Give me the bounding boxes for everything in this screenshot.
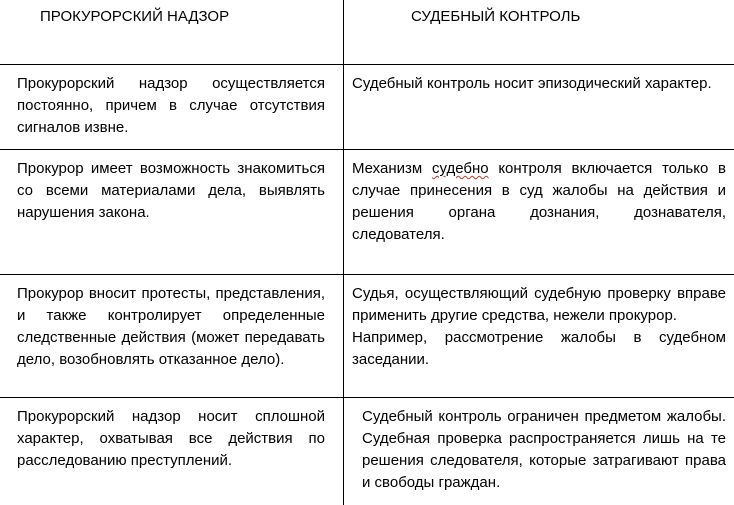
row4-right-cell: Судебный контроль ограничен предметом жалобы. Судебная проверка распространяется лишь на те решения следователя, которые затрагивают права и свободы граждан. [362,408,726,491]
row3-left-cell: Прокурор вносит протесты, представления, и также контролирует определенные следственные действия (может передавать дело, возобновлять отказанное дело). [17,285,325,368]
header-judicial-control: СУДЕБНЫЙ КОНТРОЛЬ [411,8,581,25]
row2-right-cell [352,158,726,246]
spellcheck-misspelled-word: судебно [431,160,489,177]
row3-right-paragraph-1: Судья, осуществляющий судебную проверку вправе применить другие средства, нежели прокурор. [352,285,726,324]
row3-right-cell [352,283,726,371]
row-divider [0,64,734,65]
row1-right-cell: Судебный контроль носит эпизодический характер. [352,75,712,92]
row-divider [0,149,734,150]
header-prosecutorial-supervision: ПРОКУРОРСКИЙ НАДЗОР [40,8,230,25]
row-divider [0,397,734,398]
row-divider [0,274,734,275]
row4-left-cell: Прокурорский надзор носит сплошной характер, охватывая все действия по расследованию преступлений. [17,408,325,469]
row2-right-text-before: Механизм [352,160,432,177]
row3-right-paragraph-2: Например, рассмотрение жалобы в судебном заседании. [352,329,726,368]
row1-left-cell: Прокурорский надзор осуществляется постоянно, причем в случае отсутствия сигналов извне. [17,75,325,136]
column-divider [343,0,344,505]
row2-left-cell: Прокурор имеет возможность знакомиться со всеми материалами дела, выявлять нарушения закона. [17,160,325,221]
row2-right-text-after: контроля включается только в случае принесения в суд жалобы на действия и решения органа дознания, дознавателя, следователя. [352,160,726,243]
